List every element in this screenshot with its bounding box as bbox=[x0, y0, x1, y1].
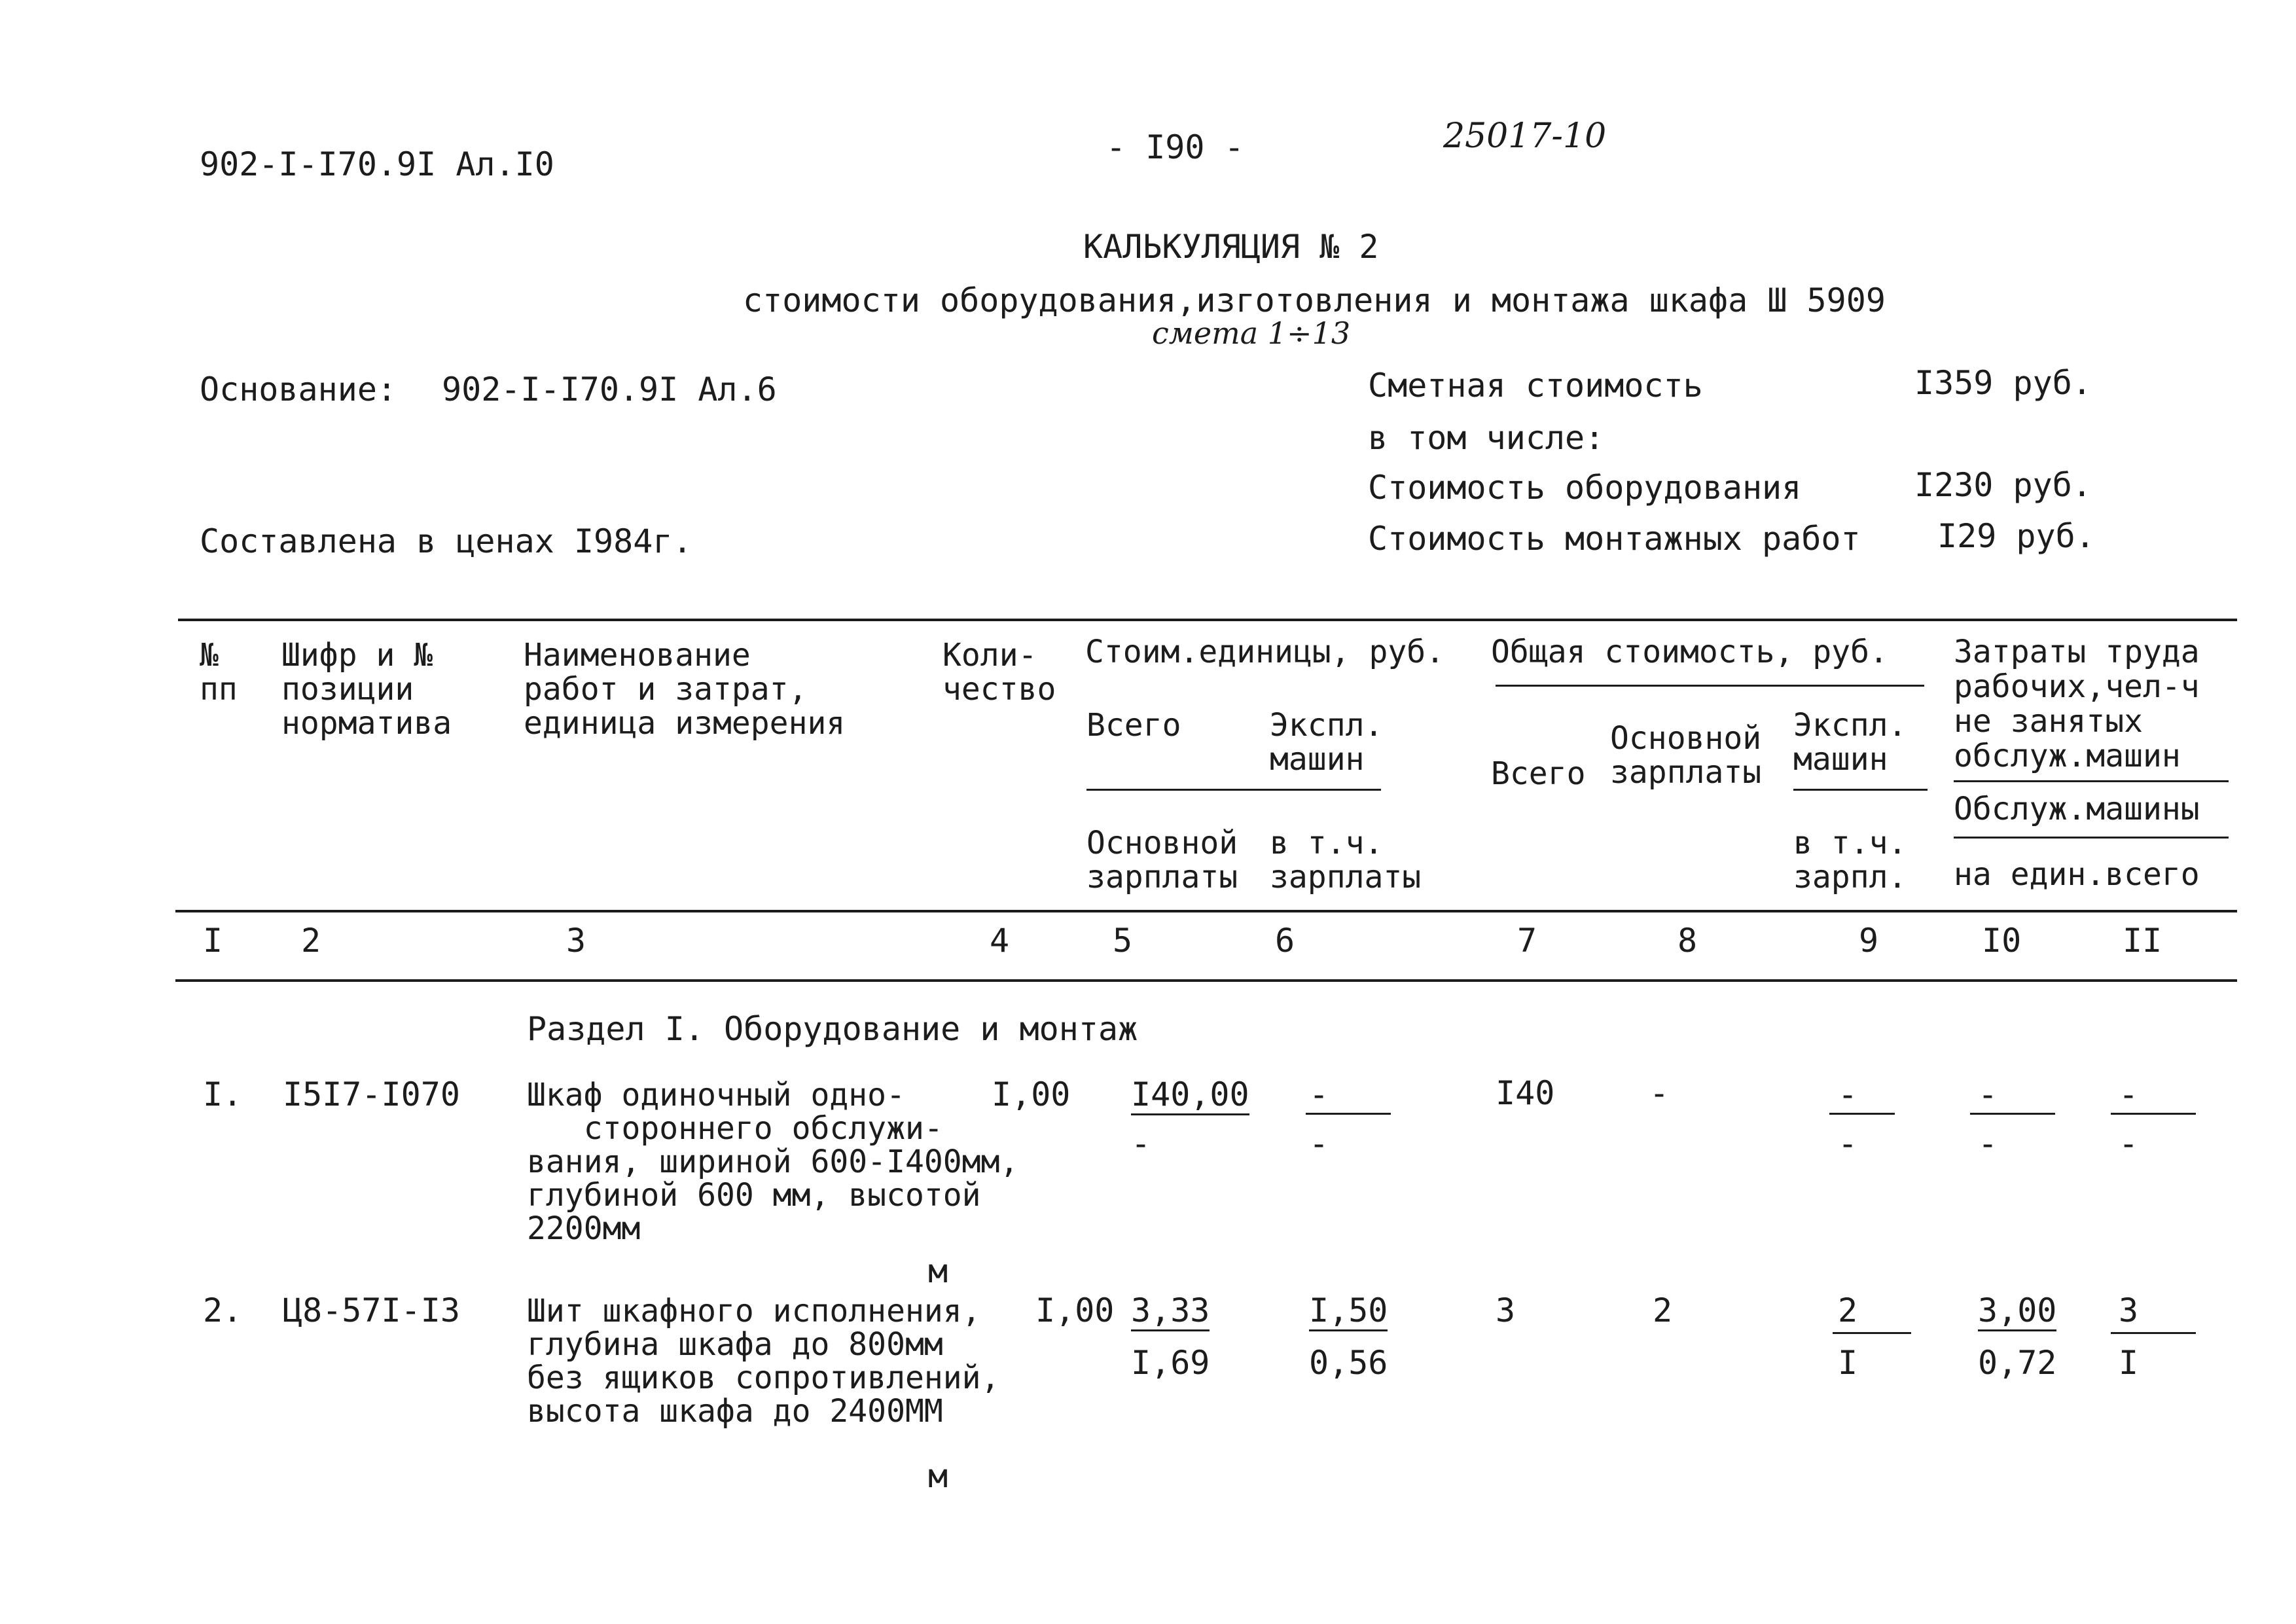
row-total-salary: 2 bbox=[1653, 1291, 1673, 1329]
header-total-machines-salary: в т.ч. зарпл. bbox=[1793, 825, 1907, 895]
row-unit-salary: I,69 bbox=[1131, 1344, 1210, 1382]
column-number-5: 5 bbox=[1113, 922, 1133, 960]
row-unit-total-value: 3,33 bbox=[1131, 1293, 1210, 1331]
row-name: Шит шкафного исполнения, глубина шкафа до 800мм без ящиков сопротивлений, высота шкафа до 2400ММ bbox=[527, 1293, 1000, 1430]
column-number-7: 7 bbox=[1517, 922, 1537, 960]
header-unit-machines-salary: в т.ч. зарплаты bbox=[1270, 825, 1422, 895]
row-unit-machines bbox=[1309, 1293, 1388, 1331]
row-unit-total bbox=[1131, 1293, 1210, 1331]
handwritten-estimate-note: смета 1÷13 bbox=[1152, 316, 1351, 351]
row-total-machines-rule bbox=[1833, 1332, 1911, 1334]
header-unit-salary: Основной зарплаты bbox=[1086, 825, 1238, 895]
row-labor-unit: - bbox=[1978, 1075, 1998, 1113]
row-unit-total bbox=[1131, 1077, 1249, 1115]
column-number-1: I bbox=[203, 922, 223, 960]
unit-cost-divider-rule bbox=[1086, 789, 1381, 791]
header-total-salary: Основной зарплаты bbox=[1610, 720, 1762, 791]
header-total-machines: Экспл. машин bbox=[1793, 707, 1907, 778]
document-code: 902-I-I70.9I Ал.I0 bbox=[200, 145, 554, 183]
row-unit-machines-salary: 0,56 bbox=[1309, 1344, 1388, 1382]
table-header-bottom-rule bbox=[175, 910, 2237, 912]
header-unit-cost-group: Стоим.единицы, руб. bbox=[1085, 634, 1445, 670]
header-unit-total: Всего bbox=[1086, 707, 1181, 744]
document-title: КАЛЬКУЛЯЦИЯ № 2 bbox=[1083, 228, 1379, 266]
row-labor-total-rule bbox=[2111, 1332, 2196, 1334]
header-total-group: Общая стоимость, руб. bbox=[1491, 634, 1888, 670]
row-labor-unit bbox=[1978, 1293, 2056, 1331]
row-name: Шкаф одиночный одно- стороннего обслужи- вания, шириной 600-I400мм, глубиной 600 мм, высотой 2200мм bbox=[527, 1077, 1019, 1247]
row-total: I40 bbox=[1496, 1074, 1555, 1112]
machine-divider-rule bbox=[1793, 789, 1928, 791]
total-group-subrule bbox=[1496, 685, 1924, 687]
row-unit-total-value: I40,00 bbox=[1131, 1077, 1249, 1115]
row-total-machines-salary: I bbox=[1838, 1344, 1858, 1382]
basis-value: 902-I-I70.9I Ал.6 bbox=[442, 370, 777, 408]
estimate-cost-value: I359 руб. bbox=[1914, 364, 2092, 402]
row-total-machines-salary: - bbox=[1838, 1125, 1858, 1163]
row-unit-salary: - bbox=[1131, 1125, 1151, 1163]
row-quantity: I,00 bbox=[992, 1075, 1071, 1113]
row-unit: м bbox=[928, 1457, 948, 1495]
mounting-cost-label: Стоимость монтажных работ bbox=[1368, 520, 1861, 558]
row-labor-unit-service: - bbox=[1978, 1125, 1998, 1163]
row-labor-unit-service: 0,72 bbox=[1978, 1344, 2057, 1382]
header-total-all: Всего bbox=[1491, 755, 1586, 792]
column-number-11: II bbox=[2123, 922, 2162, 960]
header-quantity: Коли- чество bbox=[942, 637, 1056, 708]
row-quantity: I,00 bbox=[1035, 1291, 1115, 1329]
row-code: I5I7-I070 bbox=[283, 1075, 460, 1113]
row-labor-total: - bbox=[2119, 1075, 2139, 1113]
header-labor-group: Затраты труда рабочих,чел-ч не занятых обслуж.машин bbox=[1954, 634, 2200, 774]
column-number-2: 2 bbox=[301, 922, 321, 960]
column-number-10: I0 bbox=[1982, 922, 2022, 960]
row-number: I. bbox=[203, 1075, 243, 1113]
estimate-cost-label: Сметная стоимость bbox=[1368, 367, 1703, 405]
row-total-machines: 2 bbox=[1838, 1291, 1858, 1329]
row-unit-machines-value: I,50 bbox=[1309, 1293, 1388, 1331]
column-number-4: 4 bbox=[990, 922, 1010, 960]
labor-subrule-2 bbox=[1954, 837, 2229, 839]
row-total: 3 bbox=[1496, 1291, 1516, 1329]
header-labor-per-unit-total: на един.всего bbox=[1954, 856, 2200, 893]
column-number-6: 6 bbox=[1275, 922, 1295, 960]
column-number-8: 8 bbox=[1677, 922, 1698, 960]
row-unit-machines: - bbox=[1309, 1075, 1329, 1113]
including-label: в том числе: bbox=[1368, 419, 1605, 457]
mounting-cost-value: I29 руб. bbox=[1937, 517, 2095, 555]
header-row-number: № пп bbox=[200, 637, 238, 708]
section-title: Раздел I. Оборудование и монтаж bbox=[527, 1010, 1138, 1048]
handwritten-registration-number: 25017-10 bbox=[1443, 117, 1607, 156]
equipment-cost-label: Стоимость оборудования bbox=[1368, 469, 1802, 507]
row-labor-unit-value: 3,00 bbox=[1978, 1293, 2056, 1331]
column-numbers-bottom-rule bbox=[175, 979, 2237, 982]
row-labor-total-service: - bbox=[2119, 1125, 2139, 1163]
row-unit-machines-salary: - bbox=[1309, 1125, 1329, 1163]
row-labor-total-service: I bbox=[2119, 1344, 2139, 1382]
page-number: - I90 - bbox=[1106, 128, 1244, 166]
prices-year: Составлена в ценах I984г. bbox=[200, 522, 692, 560]
column-number-3: 3 bbox=[566, 922, 586, 960]
header-name: Наименование работ и затрат, единица измерения bbox=[524, 637, 846, 742]
table-top-rule bbox=[178, 619, 2237, 621]
header-unit-machines: Экспл. машин bbox=[1270, 707, 1384, 778]
column-number-9: 9 bbox=[1859, 922, 1879, 960]
document-subtitle: стоимости оборудования,изготовления и монтажа шкафа Ш 5909 bbox=[743, 281, 1886, 319]
labor-subrule-1 bbox=[1954, 780, 2229, 782]
basis-label: Основание: bbox=[200, 370, 397, 408]
header-labor-service: Обслуж.машины bbox=[1954, 791, 2200, 827]
row-code: Ц8-57I-I3 bbox=[283, 1291, 460, 1329]
row-labor-total: 3 bbox=[2119, 1291, 2139, 1329]
row-unit: м bbox=[928, 1252, 948, 1290]
row-total-machines: - bbox=[1838, 1075, 1858, 1113]
equipment-cost-value: I230 руб. bbox=[1914, 466, 2092, 504]
header-code: Шифр и № позиции норматива bbox=[281, 637, 452, 742]
row-number: 2. bbox=[203, 1291, 243, 1329]
row-total-salary: - bbox=[1649, 1074, 1670, 1112]
